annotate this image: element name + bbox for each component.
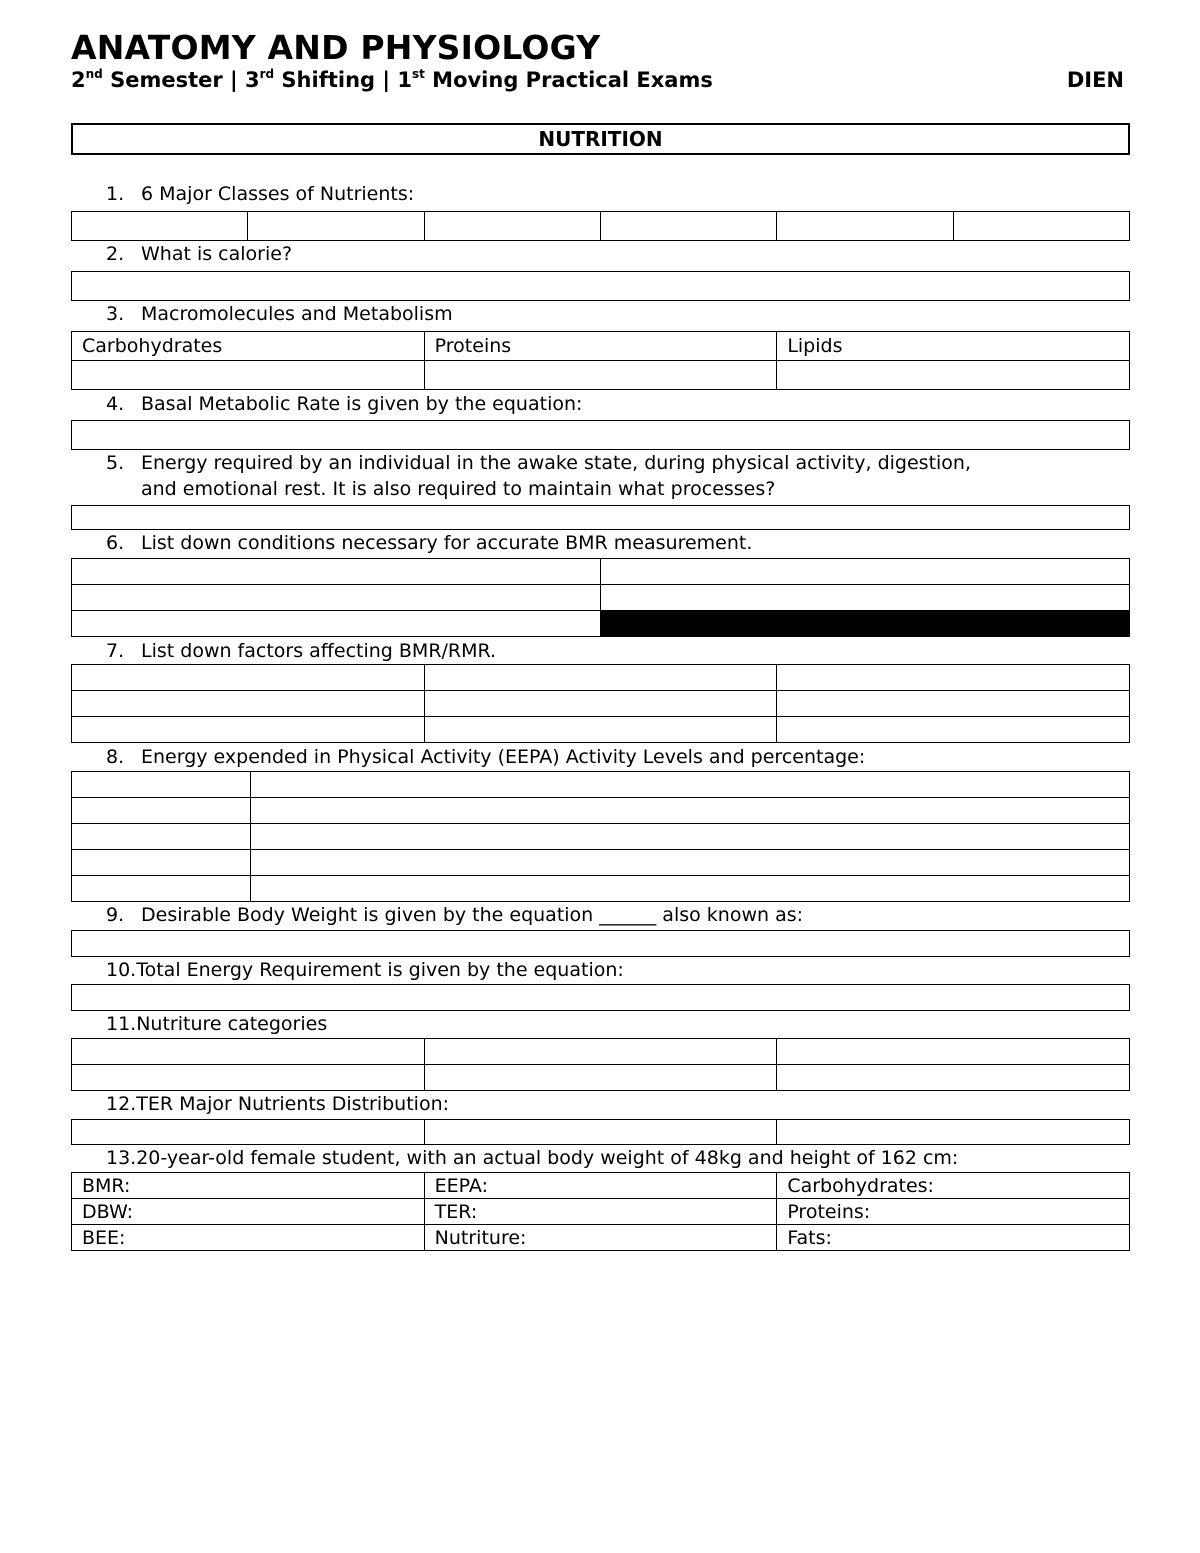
answer-table-12 bbox=[71, 1119, 1130, 1145]
answer-cell[interactable] bbox=[72, 585, 601, 611]
section-title: NUTRITION bbox=[71, 123, 1130, 155]
answer-cell[interactable] bbox=[72, 985, 1130, 1011]
answer-cell[interactable] bbox=[72, 1039, 425, 1065]
answer-cell[interactable] bbox=[600, 212, 776, 241]
question-9: 9. Desirable Body Weight is given by the equation ______ also known as: bbox=[106, 904, 804, 926]
answer-cell[interactable] bbox=[72, 665, 425, 691]
answer-label-cell[interactable]: Fats: bbox=[777, 1225, 1130, 1251]
answer-cell[interactable] bbox=[777, 361, 1130, 390]
answer-cell[interactable] bbox=[777, 212, 953, 241]
document-subtitle: 2nd Semester | 3rd Shifting | 1st Moving Practical Exams bbox=[71, 67, 713, 92]
answer-label-cell[interactable]: BMR: bbox=[72, 1173, 425, 1199]
answer-table-9 bbox=[71, 930, 1130, 957]
answer-cell[interactable] bbox=[248, 212, 424, 241]
question-2: 2. What is calorie? bbox=[106, 243, 293, 265]
answer-cell[interactable] bbox=[72, 611, 601, 637]
answer-cell[interactable] bbox=[424, 717, 777, 743]
answer-cell[interactable] bbox=[251, 772, 1130, 798]
answer-cell[interactable] bbox=[72, 717, 425, 743]
answer-table-8 bbox=[71, 771, 1130, 902]
answer-cell[interactable] bbox=[424, 665, 777, 691]
answer-label-cell[interactable]: EEPA: bbox=[424, 1173, 777, 1199]
answer-cell[interactable] bbox=[424, 1120, 777, 1145]
question-3: 3. Macromolecules and Metabolism bbox=[106, 303, 453, 325]
question-1: 1. 6 Major Classes of Nutrients: bbox=[106, 183, 415, 205]
answer-cell[interactable] bbox=[72, 824, 251, 850]
question-11: 11.Nutriture categories bbox=[106, 1013, 328, 1035]
question-10: 10.Total Energy Requirement is given by the equation: bbox=[106, 959, 624, 981]
answer-cell[interactable] bbox=[72, 506, 1130, 530]
answer-cell[interactable] bbox=[953, 212, 1129, 241]
answer-label-cell[interactable]: TER: bbox=[424, 1199, 777, 1225]
answer-cell[interactable] bbox=[72, 876, 251, 902]
answer-table-2 bbox=[71, 271, 1130, 301]
answer-cell[interactable] bbox=[251, 876, 1130, 902]
question-8: 8. Energy expended in Physical Activity (EEPA) Activity Levels and percentage: bbox=[106, 746, 866, 768]
answer-cell[interactable] bbox=[251, 824, 1130, 850]
answer-cell[interactable] bbox=[72, 1065, 425, 1091]
answer-cell[interactable] bbox=[72, 772, 251, 798]
answer-cell[interactable] bbox=[777, 1120, 1130, 1145]
answer-table-1 bbox=[71, 211, 1130, 241]
answer-cell[interactable] bbox=[777, 1065, 1130, 1091]
author-name: DIEN bbox=[1066, 68, 1124, 92]
answer-label-cell[interactable]: BEE: bbox=[72, 1225, 425, 1251]
column-header: Carbohydrates bbox=[72, 332, 425, 361]
answer-cell[interactable] bbox=[424, 691, 777, 717]
question-12: 12.TER Major Nutrients Distribution: bbox=[106, 1093, 450, 1115]
question-7: 7. List down factors affecting BMR/RMR. bbox=[106, 640, 497, 662]
answer-table-3 bbox=[71, 331, 1130, 390]
answer-table-13 bbox=[71, 1172, 1130, 1251]
answer-table-5 bbox=[71, 505, 1130, 530]
answer-cell[interactable] bbox=[424, 1039, 777, 1065]
answer-cell[interactable] bbox=[72, 1120, 425, 1145]
answer-table-11 bbox=[71, 1038, 1130, 1091]
answer-table-10 bbox=[71, 984, 1130, 1011]
answer-label-cell[interactable]: Carbohydrates: bbox=[777, 1173, 1130, 1199]
question-5: 5. Energy required by an individual in the awake state, during physical activity, digestion, and emotional rest. It is also required to maintain what processes? bbox=[106, 452, 971, 500]
answer-cell[interactable] bbox=[72, 691, 425, 717]
answer-cell[interactable] bbox=[601, 559, 1130, 585]
answer-cell[interactable] bbox=[72, 212, 248, 241]
answer-cell[interactable] bbox=[777, 717, 1130, 743]
answer-cell[interactable] bbox=[251, 850, 1130, 876]
question-6: 6. List down conditions necessary for accurate BMR measurement. bbox=[106, 532, 753, 554]
answer-cell[interactable] bbox=[72, 931, 1130, 957]
answer-cell[interactable] bbox=[72, 798, 251, 824]
column-header: Proteins bbox=[424, 332, 777, 361]
answer-cell[interactable] bbox=[72, 421, 1130, 450]
answer-cell[interactable] bbox=[777, 691, 1130, 717]
answer-table-7 bbox=[71, 664, 1130, 743]
answer-cell[interactable] bbox=[424, 1065, 777, 1091]
answer-cell[interactable] bbox=[72, 361, 425, 390]
answer-cell[interactable] bbox=[72, 850, 251, 876]
answer-cell[interactable] bbox=[424, 361, 777, 390]
answer-cell[interactable] bbox=[777, 665, 1130, 691]
answer-table-4 bbox=[71, 420, 1130, 450]
answer-cell[interactable] bbox=[72, 272, 1130, 301]
blacked-out-cell bbox=[601, 611, 1130, 637]
column-header: Lipids bbox=[777, 332, 1130, 361]
question-13: 13.20-year-old female student, with an actual body weight of 48kg and height of 162 cm: bbox=[106, 1147, 959, 1169]
answer-cell[interactable] bbox=[251, 798, 1130, 824]
document-title: ANATOMY AND PHYSIOLOGY bbox=[71, 28, 601, 67]
answer-label-cell[interactable]: DBW: bbox=[72, 1199, 425, 1225]
question-4: 4. Basal Metabolic Rate is given by the equation: bbox=[106, 393, 583, 415]
answer-cell[interactable] bbox=[424, 212, 600, 241]
answer-table-6 bbox=[71, 558, 1130, 637]
answer-cell[interactable] bbox=[72, 559, 601, 585]
answer-label-cell[interactable]: Proteins: bbox=[777, 1199, 1130, 1225]
answer-label-cell[interactable]: Nutriture: bbox=[424, 1225, 777, 1251]
answer-cell[interactable] bbox=[777, 1039, 1130, 1065]
answer-cell[interactable] bbox=[601, 585, 1130, 611]
